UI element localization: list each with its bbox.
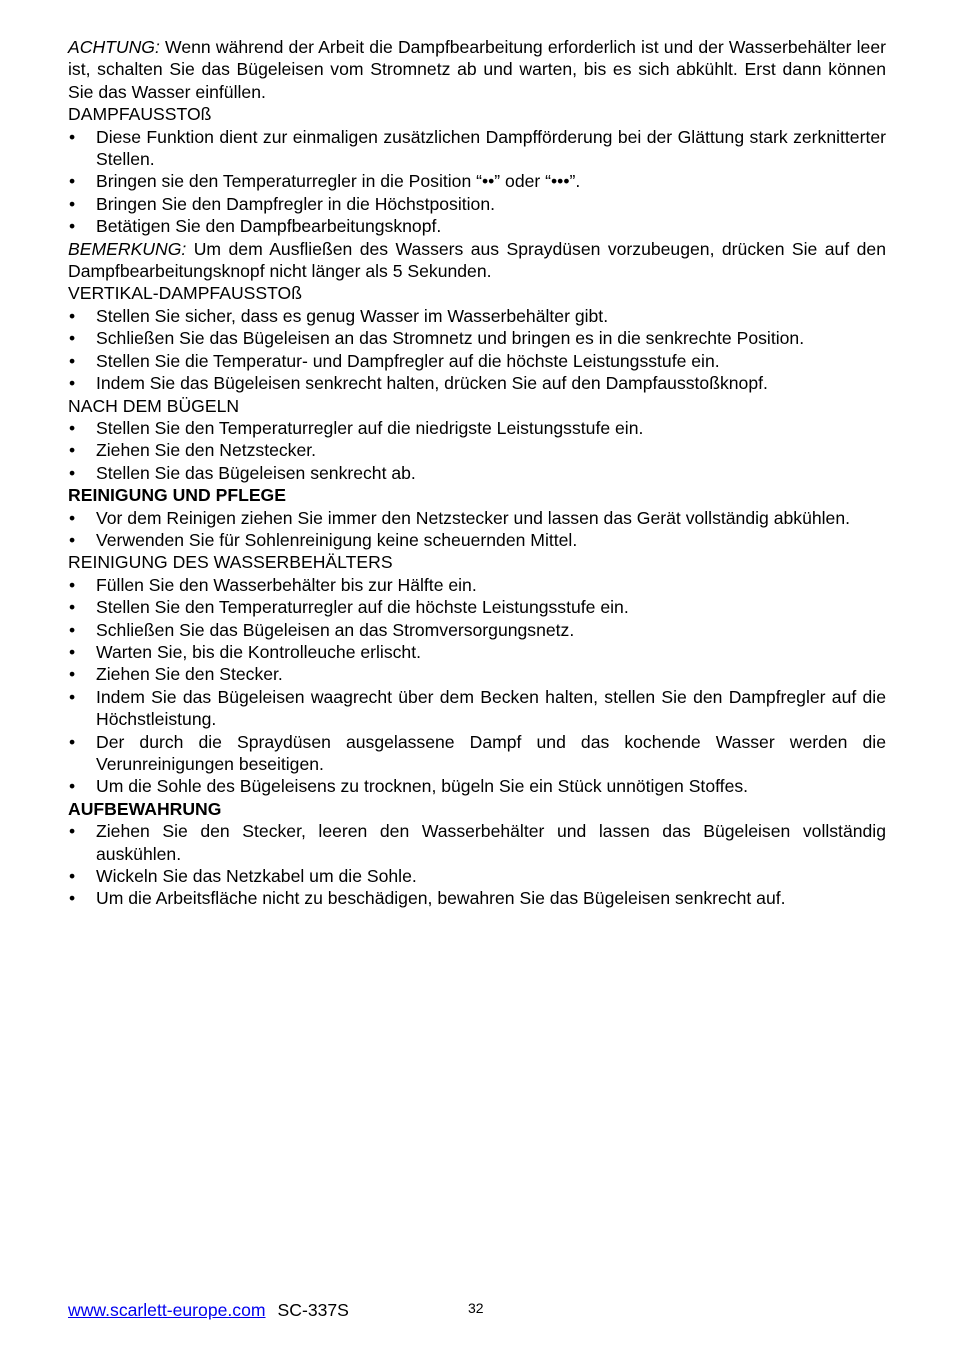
list-item-text: Füllen Sie den Wasserbehälter bis zur Hälfte ein.: [96, 574, 477, 595]
bullet-list: [68, 305, 886, 395]
paragraph-text: Wenn während der Arbeit die Dampfbearbeitung erforderlich ist und der Wasserbehälter leer ist, schalten Sie das Bügeleisen vom Stromnetz ab und warten, bis es sich abkühlt. Erst dann können Sie das Wasser einfüllen.: [68, 37, 886, 102]
list-item: [68, 619, 886, 641]
page-footer: [68, 1299, 349, 1321]
list-item: [68, 596, 886, 618]
list-item: [68, 663, 886, 685]
bullet-icon: •: [69, 216, 76, 237]
list-item-text: Indem Sie das Bügeleisen waagrecht über dem Becken halten, stellen Sie den Dampfregler auf die Höchstleistung.: [96, 686, 886, 730]
bullet-list: [68, 417, 886, 484]
list-item: [68, 865, 886, 887]
list-item: [68, 170, 886, 192]
list-item-text: Schließen Sie das Bügeleisen an das Stromnetz und bringen es in die senkrechte Position.: [96, 328, 805, 349]
list-item-text: Der durch die Spraydüsen ausgelassene Dampf und das kochende Wasser werden die Verunreinigungen beseitigen.: [96, 731, 886, 774]
list-item: [68, 775, 886, 797]
bullet-icon: •: [69, 866, 76, 887]
list-item: [68, 439, 886, 461]
section-heading: AUFBEWAHRUNG: [68, 798, 222, 819]
bullet-icon: •: [69, 440, 76, 461]
bullet-icon: •: [69, 664, 76, 685]
bullet-list: [68, 126, 886, 238]
list-item-text: Um die Arbeitsfläche nicht zu beschädigen, bewahren Sie das Bügeleisen senkrecht auf.: [96, 888, 786, 909]
list-item-text: Verwenden Sie für Sohlenreinigung keine scheuernden Mittel.: [96, 529, 578, 550]
list-item: [68, 686, 886, 731]
section-heading: NACH DEM BÜGELN: [68, 395, 240, 416]
paragraph: [68, 36, 886, 103]
list-item: [68, 529, 886, 551]
list-item-text: Betätigen Sie den Dampfbearbeitungsknopf.: [96, 216, 442, 237]
bullet-icon: •: [69, 171, 76, 192]
bullet-icon: •: [69, 574, 76, 595]
list-item-text: Stellen Sie den Temperaturregler auf die niedrigste Leistungsstufe ein.: [96, 417, 644, 438]
list-item-text: Stellen Sie das Bügeleisen senkrecht ab.: [96, 462, 416, 483]
list-item: [68, 507, 886, 529]
section-heading: VERTIKAL-DAMPFAUSSTOß: [68, 283, 302, 304]
bullet-icon: •: [69, 686, 76, 707]
list-item-text: Bringen Sie den Dampfregler in die Höchstposition.: [96, 193, 496, 214]
list-item: [68, 887, 886, 909]
bullet-icon: •: [69, 507, 76, 528]
list-item: [68, 327, 886, 349]
list-item: [68, 574, 886, 596]
paragraph: [68, 238, 886, 283]
section-heading: REINIGUNG UND PFLEGE: [68, 485, 286, 506]
bullet-icon: •: [69, 619, 76, 640]
list-item-text: Stellen Sie den Temperaturregler auf die höchste Leistungsstufe ein.: [96, 597, 629, 618]
bullet-list: [68, 820, 886, 910]
bullet-icon: •: [69, 776, 76, 797]
list-item: [68, 372, 886, 394]
list-item: [68, 126, 886, 171]
list-item: [68, 193, 886, 215]
paragraph-lead: ACHTUNG:: [68, 37, 160, 57]
list-item: [68, 641, 886, 663]
bullet-icon: •: [69, 373, 76, 394]
bullet-icon: •: [69, 731, 76, 752]
list-item-text: Stellen Sie sicher, dass es genug Wasser im Wasserbehälter gibt.: [96, 305, 609, 326]
list-item: [68, 731, 886, 776]
list-item: [68, 215, 886, 237]
list-item: [68, 462, 886, 484]
bullet-icon: •: [69, 350, 76, 371]
list-item-text: Ziehen Sie den Netzstecker.: [96, 440, 317, 461]
list-item-text: Ziehen Sie den Stecker.: [96, 664, 283, 685]
bullet-icon: •: [69, 193, 76, 214]
list-item-text: Ziehen Sie den Stecker, leeren den Wasserbehälter und lassen das Bügeleisen vollständig auskühlen.: [96, 821, 886, 864]
bullet-icon: •: [69, 529, 76, 550]
list-item-text: Schließen Sie das Bügeleisen an das Stromversorgungsnetz.: [96, 619, 575, 640]
list-item-text: Indem Sie das Bügeleisen senkrecht halten, drücken Sie auf den Dampfausstoßknopf.: [96, 373, 768, 394]
list-item: [68, 820, 886, 865]
list-item-text: Warten Sie, bis die Kontrolleuche erlischt.: [96, 641, 421, 662]
document-body: [68, 36, 886, 910]
list-item: [68, 417, 886, 439]
section-heading: REINIGUNG DES WASSERBEHÄLTERS: [68, 552, 393, 573]
bullet-list: [68, 507, 886, 552]
bullet-icon: •: [69, 641, 76, 662]
list-item-text: Um die Sohle des Bügeleisens zu trocknen, bügeln Sie ein Stück unnötigen Stoffes.: [96, 776, 749, 797]
list-item-text: Diese Funktion dient zur einmaligen zusätzlichen Dampfförderung bei der Glättung stark zerknitterter Stellen.: [96, 126, 886, 170]
list-item: [68, 350, 886, 372]
section-heading: DAMPFAUSSTOß: [68, 104, 212, 125]
paragraph-text: Um dem Ausfließen des Wassers aus Spraydüsen vorzubeugen, drücken Sie auf den Dampfbearbeitungsknopf nicht länger als 5 Sekunden.: [68, 238, 886, 282]
bullet-icon: •: [69, 597, 76, 618]
bullet-icon: •: [69, 305, 76, 326]
list-item: [68, 305, 886, 327]
model-number: SC-337S: [277, 1300, 349, 1320]
bullet-icon: •: [69, 126, 76, 147]
website-link[interactable]: www.scarlett-europe.com: [68, 1300, 266, 1320]
list-item-text: Vor dem Reinigen ziehen Sie immer den Netzstecker und lassen das Gerät vollständig abkühlen.: [96, 507, 851, 528]
bullet-icon: •: [69, 821, 76, 842]
bullet-icon: •: [69, 417, 76, 438]
list-item-text: Stellen Sie die Temperatur- und Dampfregler auf die höchste Leistungsstufe ein.: [96, 350, 720, 371]
bullet-icon: •: [69, 462, 76, 483]
bullet-list: [68, 574, 886, 798]
bullet-icon: •: [69, 328, 76, 349]
page-number: 32: [468, 1300, 484, 1316]
list-item-text: Wickeln Sie das Netzkabel um die Sohle.: [96, 866, 417, 887]
list-item-text: Bringen sie den Temperaturregler in die Position “••” oder “•••”.: [96, 171, 581, 192]
paragraph-lead: BEMERKUNG:: [68, 238, 187, 259]
bullet-icon: •: [69, 888, 76, 909]
